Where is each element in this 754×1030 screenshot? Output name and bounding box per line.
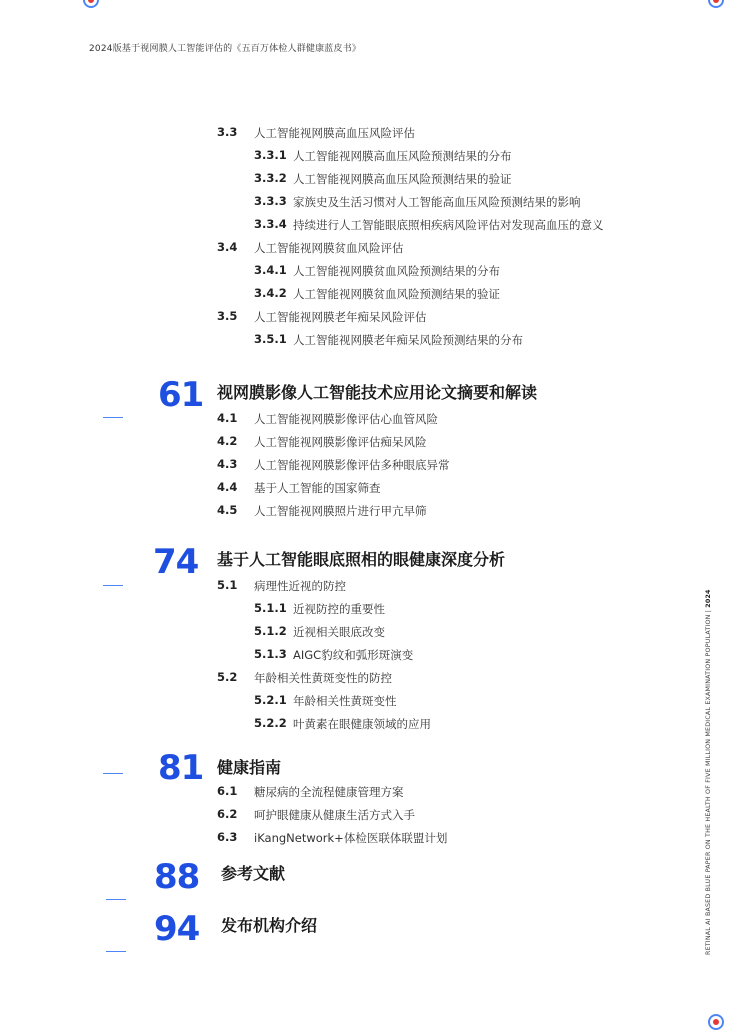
section-number: 3.4.2 xyxy=(254,286,287,300)
section-title: 叶黄素在眼健康领域的应用 xyxy=(293,717,431,731)
section-title: 近视防控的重要性 xyxy=(293,602,385,616)
section-title: 人工智能视网膜高血压风险评估 xyxy=(254,126,415,140)
section-number: 3.3.3 xyxy=(254,194,287,208)
section-number: 4.2 xyxy=(217,434,238,448)
section-number: 5.2.1 xyxy=(254,693,287,707)
section-title: 人工智能视网膜影像评估心血管风险 xyxy=(254,412,438,426)
chapter-page-number: 94 xyxy=(154,909,200,949)
section-number: 3.3 xyxy=(217,125,238,139)
section-number: 5.2.2 xyxy=(254,716,287,730)
chapter-title[interactable]: 参考文献 xyxy=(221,864,286,883)
section-number: 4.1 xyxy=(217,411,238,425)
chapter-title[interactable]: 视网膜影像人工智能技术应用论文摘要和解读 xyxy=(217,383,538,402)
section-number: 4.3 xyxy=(217,457,238,471)
chapter-page-number: 74 xyxy=(153,542,199,582)
section-number: 6.3 xyxy=(217,830,238,844)
section-title: 人工智能视网膜照片进行甲亢早筛 xyxy=(254,504,427,518)
section-title: 人工智能视网膜影像评估多种眼底异常 xyxy=(254,458,450,472)
chapter-dash xyxy=(106,899,126,900)
corner-mark-bottom-right xyxy=(708,1014,724,1030)
section-title: AIGC豹纹和弧形斑演变 xyxy=(293,648,414,662)
section-number: 3.3.4 xyxy=(254,217,287,231)
section-title: 糖尿病的全流程健康管理方案 xyxy=(254,785,404,799)
section-number: 6.1 xyxy=(217,784,238,798)
section-title: 持续进行人工智能眼底照相疾病风险评估对发现高血压的意义 xyxy=(293,218,604,232)
section-title: 家族史及生活习惯对人工智能高血压风险预测结果的影响 xyxy=(293,195,581,209)
section-number: 3.5.1 xyxy=(254,332,287,346)
section-title: 人工智能视网膜贫血风险预测结果的验证 xyxy=(293,287,500,301)
chapter-page-number: 81 xyxy=(158,748,204,788)
section-title: 病理性近视的防控 xyxy=(254,579,346,593)
chapter-dash xyxy=(103,417,123,418)
section-number: 5.2 xyxy=(217,670,238,684)
section-title: 人工智能视网膜老年痴呆风险预测结果的分布 xyxy=(293,333,523,347)
section-number: 5.1.3 xyxy=(254,647,287,661)
section-number: 3.3.1 xyxy=(254,148,287,162)
section-title: 近视相关眼底改变 xyxy=(293,625,385,639)
corner-mark-top-right xyxy=(708,0,724,8)
chapter-dash xyxy=(106,951,126,952)
section-title: 年龄相关性黄斑变性的防控 xyxy=(254,671,392,685)
section-number: 5.1.2 xyxy=(254,624,287,638)
section-number: 3.4 xyxy=(217,240,238,254)
chapter-title[interactable]: 基于人工智能眼底照相的眼健康深度分析 xyxy=(217,550,506,569)
chapter-page-number: 88 xyxy=(154,857,200,897)
section-title: 基于人工智能的国家筛查 xyxy=(254,481,381,495)
section-number: 4.4 xyxy=(217,480,238,494)
section-title: 人工智能视网膜高血压风险预测结果的验证 xyxy=(293,172,512,186)
chapter-page-number: 61 xyxy=(158,375,204,415)
section-number: 3.5 xyxy=(217,309,238,323)
section-number: 4.5 xyxy=(217,503,238,517)
section-title: 人工智能视网膜老年痴呆风险评估 xyxy=(254,310,427,324)
running-header: 2024版基于视网膜人工智能评估的《五百万体检人群健康蓝皮书》 xyxy=(89,44,362,54)
side-running-title: RETINAL AI BASED BLUE PAPER ON THE HEALTH OF FIVE MILLION MEDICAL EXAMINATION POPULATION | 2024 xyxy=(705,589,712,955)
chapter-title[interactable]: 健康指南 xyxy=(217,758,282,777)
corner-mark-top-left xyxy=(83,0,99,8)
chapter-dash xyxy=(103,585,123,586)
section-title: 人工智能视网膜影像评估痴呆风险 xyxy=(254,435,427,449)
section-title: 呵护眼健康从健康生活方式入手 xyxy=(254,808,415,822)
section-title: 人工智能视网膜贫血风险预测结果的分布 xyxy=(293,264,500,278)
section-number: 3.4.1 xyxy=(254,263,287,277)
section-number: 3.3.2 xyxy=(254,171,287,185)
section-title: 年龄相关性黄斑变性 xyxy=(293,694,397,708)
section-number: 6.2 xyxy=(217,807,238,821)
section-title: 人工智能视网膜高血压风险预测结果的分布 xyxy=(293,149,512,163)
section-number: 5.1.1 xyxy=(254,601,287,615)
section-title: 人工智能视网膜贫血风险评估 xyxy=(254,241,404,255)
chapter-dash xyxy=(103,773,123,774)
section-title: iKangNetwork+体检医联体联盟计划 xyxy=(254,831,448,845)
section-number: 5.1 xyxy=(217,578,238,592)
chapter-title[interactable]: 发布机构介绍 xyxy=(221,916,318,935)
